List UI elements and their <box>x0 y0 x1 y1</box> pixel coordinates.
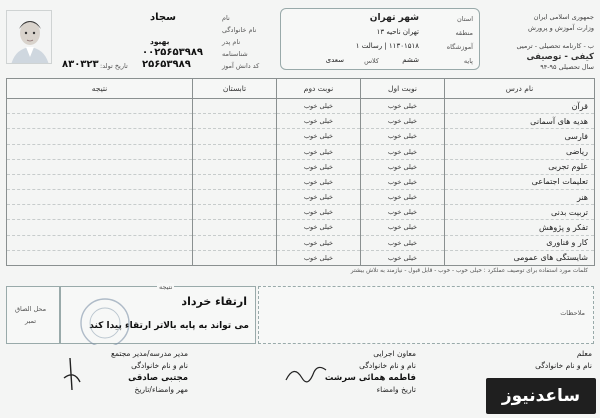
id-value: ۰۰۲۵۶۵۳۹۸۹ <box>142 47 204 58</box>
principal-name-label: نام و نام خانوادگی <box>131 361 188 370</box>
term2-cell: خیلی خوب <box>277 220 361 235</box>
term2-cell: خیلی خوب <box>277 174 361 189</box>
school-info-box <box>280 8 480 70</box>
result-cell <box>7 99 193 114</box>
col-result: نتیجه <box>7 79 193 99</box>
stamp-area <box>6 286 60 344</box>
result-cell <box>7 174 193 189</box>
subject-cell: تربیت بدنی <box>445 205 595 220</box>
summer-cell <box>193 144 277 159</box>
result-cell <box>7 220 193 235</box>
principal-title: مدیر مدرسه/مدیر مجتمع <box>111 349 188 358</box>
subject-cell: علوم تجربی <box>445 159 595 174</box>
term1-cell: خیلی خوب <box>361 99 445 114</box>
term2-cell: خیلی خوب <box>277 99 361 114</box>
school-stamp <box>61 287 131 345</box>
table-row <box>7 144 595 159</box>
principal-signature-scribble <box>56 356 86 396</box>
summer-cell <box>193 129 277 144</box>
result-cell <box>7 114 193 129</box>
table-row <box>7 99 595 114</box>
grades-table <box>6 78 595 266</box>
term2-cell: خیلی خوب <box>277 159 361 174</box>
term2-cell: خیلی خوب <box>277 114 361 129</box>
term1-cell: خیلی خوب <box>361 205 445 220</box>
header-org <box>486 12 594 73</box>
grade-value: ششم <box>402 56 419 64</box>
org-line-2: وزارت آموزش و پرورش <box>527 23 594 32</box>
subject-cell: هدیه های آسمانی <box>445 114 595 129</box>
stamp-label-2: تمبر <box>25 317 37 325</box>
class-label: کلاس <box>364 57 379 65</box>
deputy-signature <box>325 348 416 396</box>
summer-cell <box>193 235 277 250</box>
family-label: نام خانوادگی <box>222 26 257 34</box>
table-row <box>7 250 595 265</box>
summer-cell <box>193 220 277 235</box>
teacher-title: معلم <box>576 349 592 358</box>
table-row <box>7 220 595 235</box>
term2-cell: خیلی خوب <box>277 250 361 265</box>
table-row <box>7 114 595 129</box>
result-label: نتیجه <box>159 283 173 291</box>
term2-cell: خیلی خوب <box>277 144 361 159</box>
term1-cell: خیلی خوب <box>361 114 445 129</box>
class-value: سعدی <box>325 56 344 64</box>
result-cell <box>7 144 193 159</box>
region-label: منطقه <box>455 29 473 37</box>
summer-cell <box>193 99 277 114</box>
result-box <box>60 283 256 344</box>
col-summer: تابستان <box>193 79 277 99</box>
notes-box <box>258 286 594 344</box>
org-line-1: جمهوری اسلامی ایران <box>533 13 594 21</box>
result-cell <box>7 129 193 144</box>
doc-subtitle: کیفی - توصیفی <box>526 51 594 62</box>
school-year: سال تحصیلی ۹۵-۹۴ <box>540 63 594 71</box>
teacher-name-label: نام و نام خانوادگی <box>535 361 592 370</box>
doc-title: ب - کارنامه تحصیلی - ترمیی <box>516 42 594 50</box>
summer-cell <box>193 190 277 205</box>
result-cell <box>7 205 193 220</box>
subject-cell: شایستگی های عمومی <box>445 250 595 265</box>
summer-cell <box>193 250 277 265</box>
subject-cell: تفکر و پژوهش <box>445 220 595 235</box>
table-row <box>7 205 595 220</box>
table-header-row <box>7 79 595 99</box>
table-row <box>7 129 595 144</box>
term2-cell: خیلی خوب <box>277 190 361 205</box>
result-cell <box>7 190 193 205</box>
table-row <box>7 190 595 205</box>
father-value: بهبود <box>150 37 170 46</box>
term1-cell: خیلی خوب <box>361 144 445 159</box>
site-watermark: ساعدنیوز <box>486 378 596 414</box>
deputy-name-label: نام و نام خانوادگی <box>359 361 416 370</box>
dob-label: تاریخ تولد: <box>100 62 128 70</box>
term1-cell: خیلی خوب <box>361 174 445 189</box>
result-line-1: ارتقاء خرداد <box>181 295 247 308</box>
school-label: آموزشگاه <box>446 43 473 51</box>
subject-cell: فارسی <box>445 129 595 144</box>
term1-cell: خیلی خوب <box>361 190 445 205</box>
term2-cell: خیلی خوب <box>277 235 361 250</box>
col-subject: نام درس <box>445 79 595 99</box>
subject-cell: ریاضی <box>445 144 595 159</box>
term1-cell: خیلی خوب <box>361 129 445 144</box>
summer-cell <box>193 205 277 220</box>
term1-cell: خیلی خوب <box>361 220 445 235</box>
teacher-signature <box>535 348 592 372</box>
principal-signature <box>111 348 188 396</box>
id-label: شناسنامه <box>222 50 248 58</box>
dob-value: ۸۳۰۳۲۳ <box>62 59 99 70</box>
result-line-2: می تواند به پایه بالاتر ارتقاء پیدا کند <box>89 321 249 331</box>
principal-name: مجتبی صادقی <box>128 373 188 383</box>
summer-cell <box>193 114 277 129</box>
result-cell <box>7 159 193 174</box>
father-label: نام پدر <box>222 38 241 46</box>
school-value: ۱۱۳۰۱۵۱۸ | رسالت ۱ <box>355 42 419 50</box>
region-value: تهران ناحیه ۱۳ <box>376 28 419 36</box>
term1-cell: خیلی خوب <box>361 159 445 174</box>
summer-cell <box>193 159 277 174</box>
stamp-label-1: محل الصاق <box>15 305 47 313</box>
student-photo-image <box>7 11 52 64</box>
name-value: سجاد <box>150 12 176 23</box>
province-value: شهر تهران <box>369 13 419 23</box>
legend-note: کلمات مورد استفاده برای توصیف عملکرد : خیلی خوب - خوب - قابل قبول - نیازمند به تلاش بیشتر <box>350 268 588 274</box>
table-row <box>7 235 595 250</box>
subject-cell: کار و فناوری <box>445 235 595 250</box>
subject-cell: هنر <box>445 190 595 205</box>
code-value: ۲۵۶۵۳۹۸۹ <box>142 59 191 70</box>
result-cell <box>7 250 193 265</box>
term2-cell: خیلی خوب <box>277 205 361 220</box>
deputy-signature-scribble <box>284 360 328 390</box>
grade-label: پایه <box>463 57 473 65</box>
province-label: استان <box>457 15 473 23</box>
term2-cell: خیلی خوب <box>277 129 361 144</box>
table-row <box>7 159 595 174</box>
deputy-title: معاون اجرایی <box>373 349 416 358</box>
name-label: نام <box>222 14 230 22</box>
col-term1: نوبت اول <box>361 79 445 99</box>
notes-label: ملاحظات <box>560 309 585 317</box>
summer-cell <box>193 174 277 189</box>
student-photo <box>6 10 52 64</box>
code-label: کد دانش آموز <box>222 62 260 70</box>
term1-cell: خیلی خوب <box>361 250 445 265</box>
principal-sign-label: مهر وامضاء/تاریخ <box>134 385 188 394</box>
col-term2: نوبت دوم <box>277 79 361 99</box>
subject-cell: تعلیمات اجتماعی <box>445 174 595 189</box>
table-row <box>7 174 595 189</box>
term1-cell: خیلی خوب <box>361 235 445 250</box>
result-cell <box>7 235 193 250</box>
subject-cell: قرآن <box>445 99 595 114</box>
deputy-name: فاطمه همائی سرشت <box>324 373 416 383</box>
deputy-sign-label: تاریخ وامضاء <box>376 385 416 394</box>
